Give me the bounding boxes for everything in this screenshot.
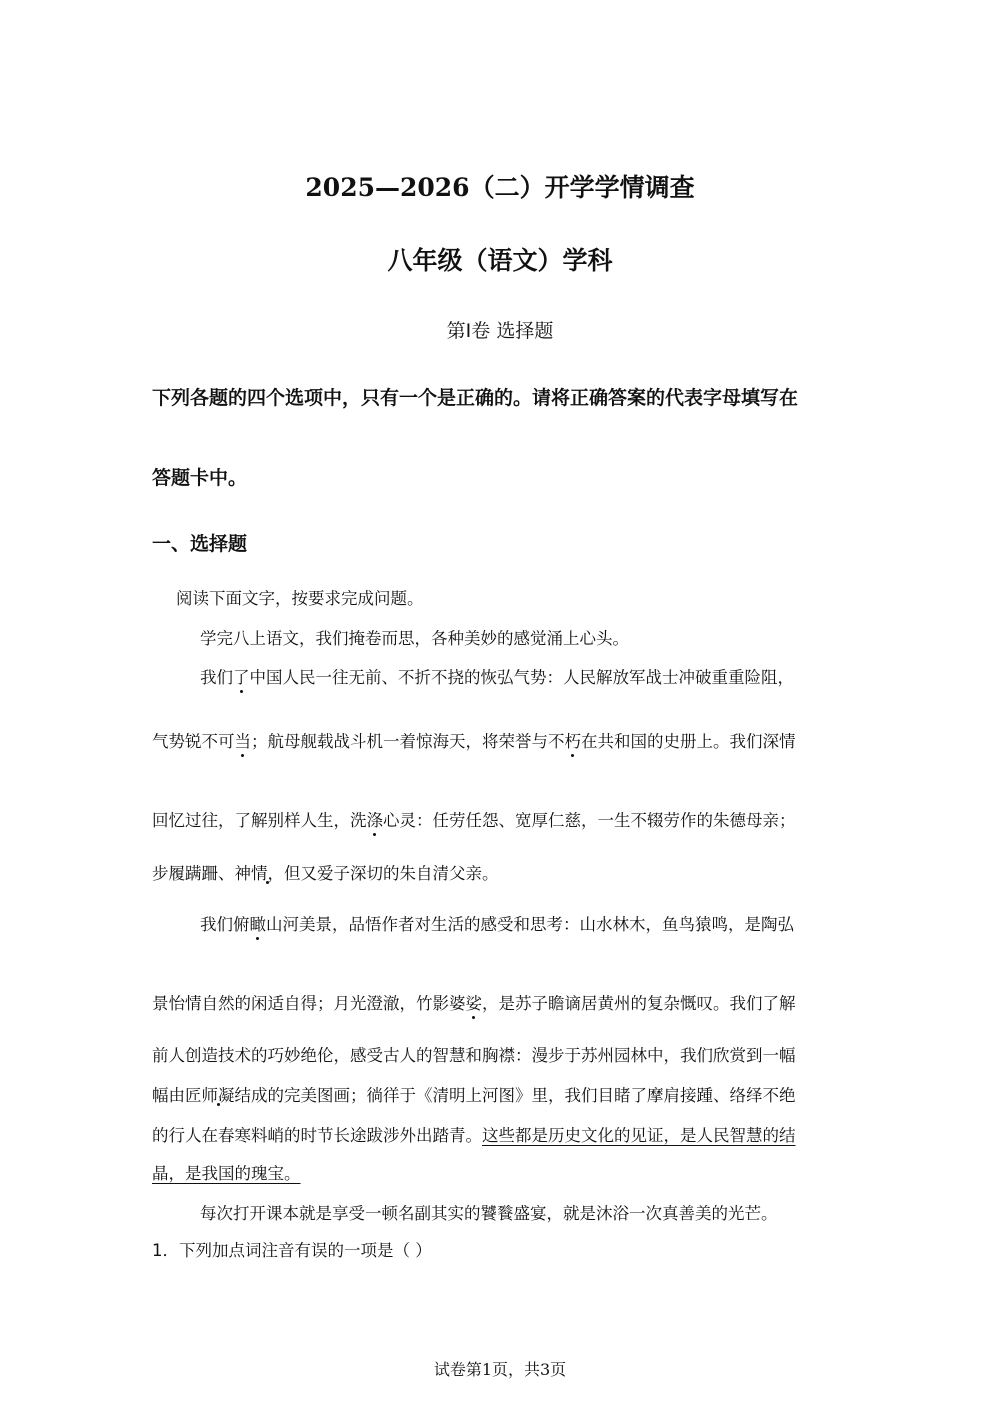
instruction-line-2: 答题卡中。 [152, 467, 248, 489]
passage-paragraph-1: 学完八上语文，我们掩卷而思，各种美妙的感觉涌上心头。 [200, 629, 629, 648]
question-1: 1．下列加点词注音有误的一项是（ ） [152, 1241, 432, 1260]
text-span: 凝结成的完美图画；徜徉于《清明上河图》里，我们目睹了摩肩接踵、络绎不绝 [218, 1086, 796, 1105]
exam-subtitle: 八年级（语文）学科 [387, 246, 613, 275]
passage-paragraph-3-line-4 [152, 1082, 796, 1106]
page-footer: 试卷第1页，共3页 [433, 1360, 567, 1379]
dotted-word: 涤 [367, 807, 384, 831]
passage-paragraph-3-line-5 [152, 1122, 796, 1146]
dotted-word: 瞰 [250, 911, 267, 935]
passage-paragraph-2-line-3 [152, 807, 796, 831]
instruction-line-1: 下列各题的四个选项中，只有一个是正确的。请将正确答案的代表字母填写在 [152, 387, 799, 409]
text-span: 心灵：任劳任怨、宽厚仁慈，一生不辍劳作的朱德母亲； [383, 811, 796, 830]
dotted-word: 当 [235, 728, 252, 752]
volume-label: 第Ⅰ卷 选择题 [446, 320, 554, 342]
text-span: 在共和国的史册上。我们深情 [581, 732, 796, 751]
text-span: 景怡情自然的闲适自得；月光澄澈，竹影婆 [152, 994, 466, 1013]
passage-paragraph-3-line-3: 前人创造技术的巧妙绝伦，感受古人的智慧和胸襟：漫步于苏州园林中，我们欣赏到一幅 [152, 1046, 796, 1065]
underlined-sentence: 这些都是历史文化的见证，是人民智慧的结 [482, 1126, 796, 1145]
text-span: 山河美景，品悟作者对生活的感受和思考：山水林木，鱼鸟猿鸣，是陶弘 [266, 915, 794, 934]
text-span: 的行人在春寒料峭的时节长途跋涉外出踏青。 [152, 1126, 482, 1145]
section-heading: 一、选择题 [152, 533, 248, 555]
passage-paragraph-3-line-6 [152, 1160, 301, 1184]
passage-paragraph-3-line-1 [200, 911, 794, 935]
text-span: 回忆过往，了解别样人生，洗 [152, 811, 367, 830]
passage-paragraph-2-line-2 [152, 728, 796, 752]
text-span: 幅由匠师 [152, 1086, 218, 1105]
text-span: ；航母舰载战斗机一着惊海天，将荣誉与不 [251, 732, 565, 751]
text-span: 气势锐不可 [152, 732, 235, 751]
passage-paragraph-2-line-1 [200, 664, 794, 688]
passage-paragraph-3-line-2 [152, 990, 796, 1014]
text-span: 中国人民一往无前、不折不挠的恢弘气势：人民解放军战士冲破重重险阻， [249, 668, 794, 687]
text-span: 我们 [200, 668, 233, 687]
underlined-sentence: 晶，是我国的瑰宝。 [152, 1164, 301, 1183]
dotted-word: 朽 [565, 728, 582, 752]
passage-paragraph-4: 每次打开课本就是享受一顿名副其实的饕餮盛宴，就是沐浴一次真善美的光芒。 [200, 1204, 778, 1223]
text-span: ，但又爱子深切的朱自清父亲。 [267, 864, 499, 883]
passage-paragraph-2-line-4 [152, 860, 499, 884]
passage-intro: 阅读下面文字，按要求完成问题。 [176, 589, 424, 608]
dotted-word: 了 [233, 664, 250, 688]
exam-title: 2025—2026（二）开学学情调查 [305, 173, 695, 202]
text-span: 我们俯 [200, 915, 250, 934]
text-span: 步履蹒跚、神情 [152, 864, 268, 883]
text-span: ，是苏子瞻谪居黄州的复杂慨叹。我们了解 [482, 994, 796, 1013]
dotted-word: 娑 [466, 990, 483, 1014]
